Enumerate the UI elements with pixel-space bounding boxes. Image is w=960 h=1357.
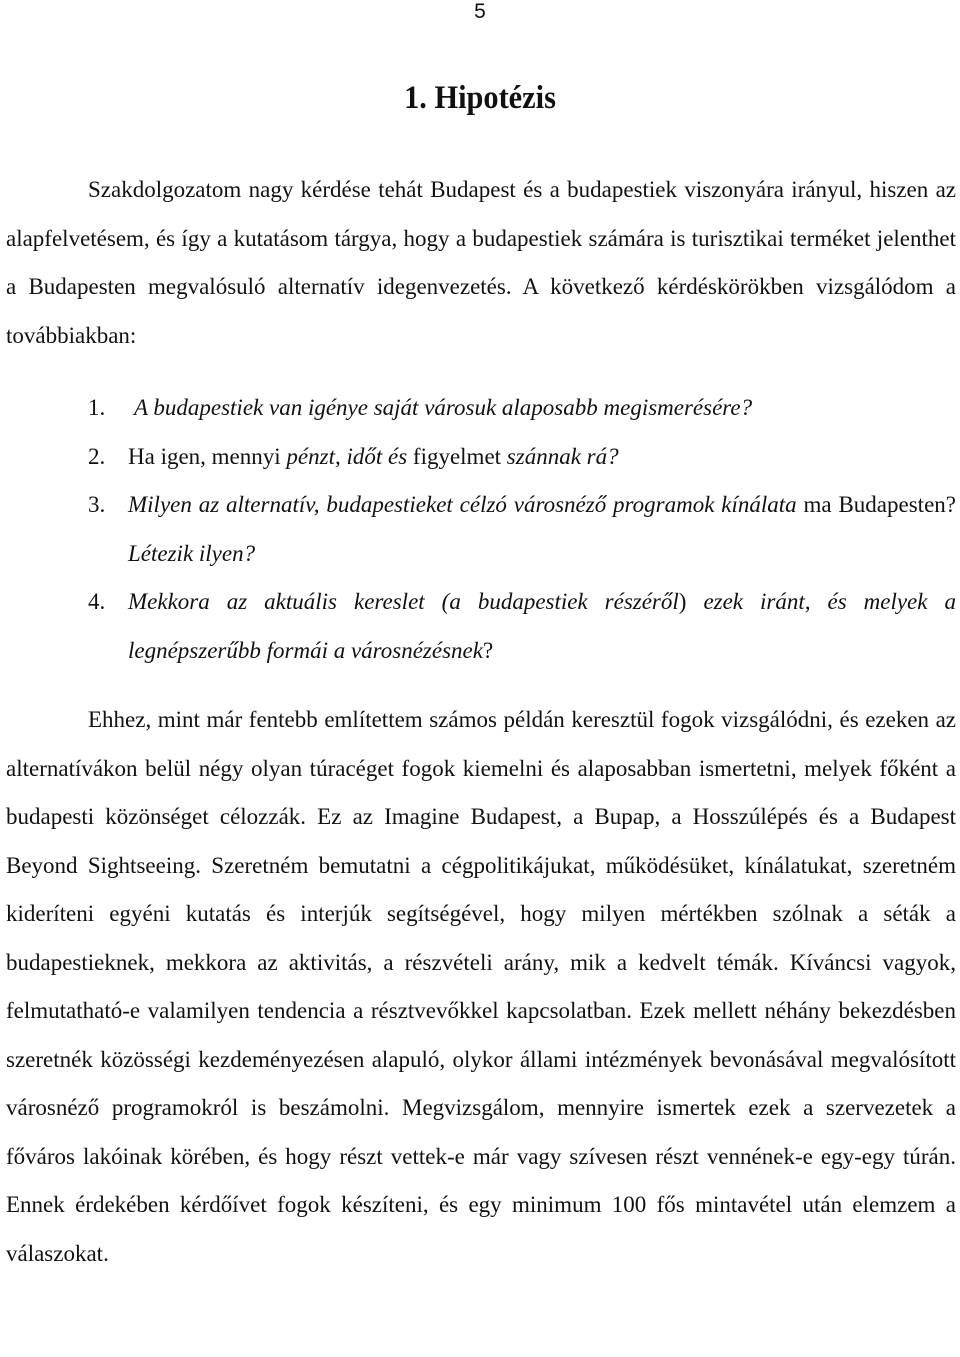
- question-text-part: Létezik ilyen?: [128, 540, 256, 566]
- list-item-number: 1.: [88, 395, 106, 420]
- intro-paragraph: Szakdolgozatom nagy kérdése tehát Budapest és a budapestiek viszonyára irányul, hiszen az alapfelvetésem, és így a kutatásom tárgya, hogy a budapestiek számára is turisztikai terméket jelenthet a Budapesten megvalósuló alternatív idegenvezetés. A következő kérdéskörökben vizsgálódom a továbbiakban:: [6, 177, 956, 348]
- question-text-part: figyelmet: [407, 443, 507, 469]
- list-item-number: 3.: [88, 492, 106, 517]
- body-paragraph: Ehhez, mint már fentebb említettem számos példán keresztül fogok vizsgálódni, és ezeken az alternatívákon belül négy olyan túracéget fogok kiemelni és alaposabban ismertetni, melyek főként a budapesti közönséget célozzák. Ez az Imagine Budapest, a Bupap, a Hosszúlépés és a Budapest Beyond Sightseeing. Szeretném bemutatni a cégpolitikájukat, működésüket, kínálatukat, szeretném kideríteni egyéni kutatás és interjúk segítségével, hogy milyen mértékben szólnak a séták a budapestieknek, mekkora az aktivitás, a részvételi arány, mik a kedvelt témák. Kíváncsi vagyok, felmutatható-e valamilyen tendencia a résztvevőkkel kapcsolatban. Ezek mellett néhány bekezdésben szeretnék közösségi kezdeményezésen alapuló, olykor állami intézmények bevonásával megvalósított városnéző programokról is beszámolni. Megvizsgálom, mennyire ismertek ezek a szervezetek a főváros lakóinak körében, és hogy részt vettek-e már vagy szívesen részt vennének-e egy-egy túrán. Ennek érdekében kérdőívet fogok készíteni, és egy minimum 100 fős mintavétel után elemzem a válaszokat.: [6, 707, 956, 1266]
- question-text-part: Mekkora az aktuális kereslet (a budapestiek részéről: [128, 589, 679, 614]
- list-item: [6, 481, 956, 578]
- question-text-part: Milyen az alternatív, budapestieket célzó városnéző programok kínálata: [128, 492, 797, 517]
- question-text-part: ezek iránt, és melyek a legnépszerűbb formái a városnézésnek: [128, 589, 956, 663]
- question-text-part: ?: [482, 637, 494, 663]
- question-text-part: szánnak rá?: [506, 443, 619, 469]
- question-text-part: pénzt, időt és: [286, 443, 408, 469]
- research-questions-list: [6, 384, 956, 675]
- page-number: 5: [474, 0, 486, 23]
- question-text-part: ): [678, 589, 704, 614]
- section-heading: 1. Hipotézis: [404, 80, 556, 116]
- list-item: [6, 384, 956, 433]
- list-item: [6, 433, 956, 482]
- list-item: [6, 578, 956, 675]
- list-item-number: 4.: [88, 589, 106, 614]
- question-text: A budapestiek van igénye saját városuk alaposabb megismerésére?: [134, 395, 753, 420]
- question-text-part: Ha igen, mennyi: [128, 443, 287, 469]
- question-text-part: ma Budapesten?: [796, 492, 956, 517]
- list-item-number: 2.: [88, 443, 106, 469]
